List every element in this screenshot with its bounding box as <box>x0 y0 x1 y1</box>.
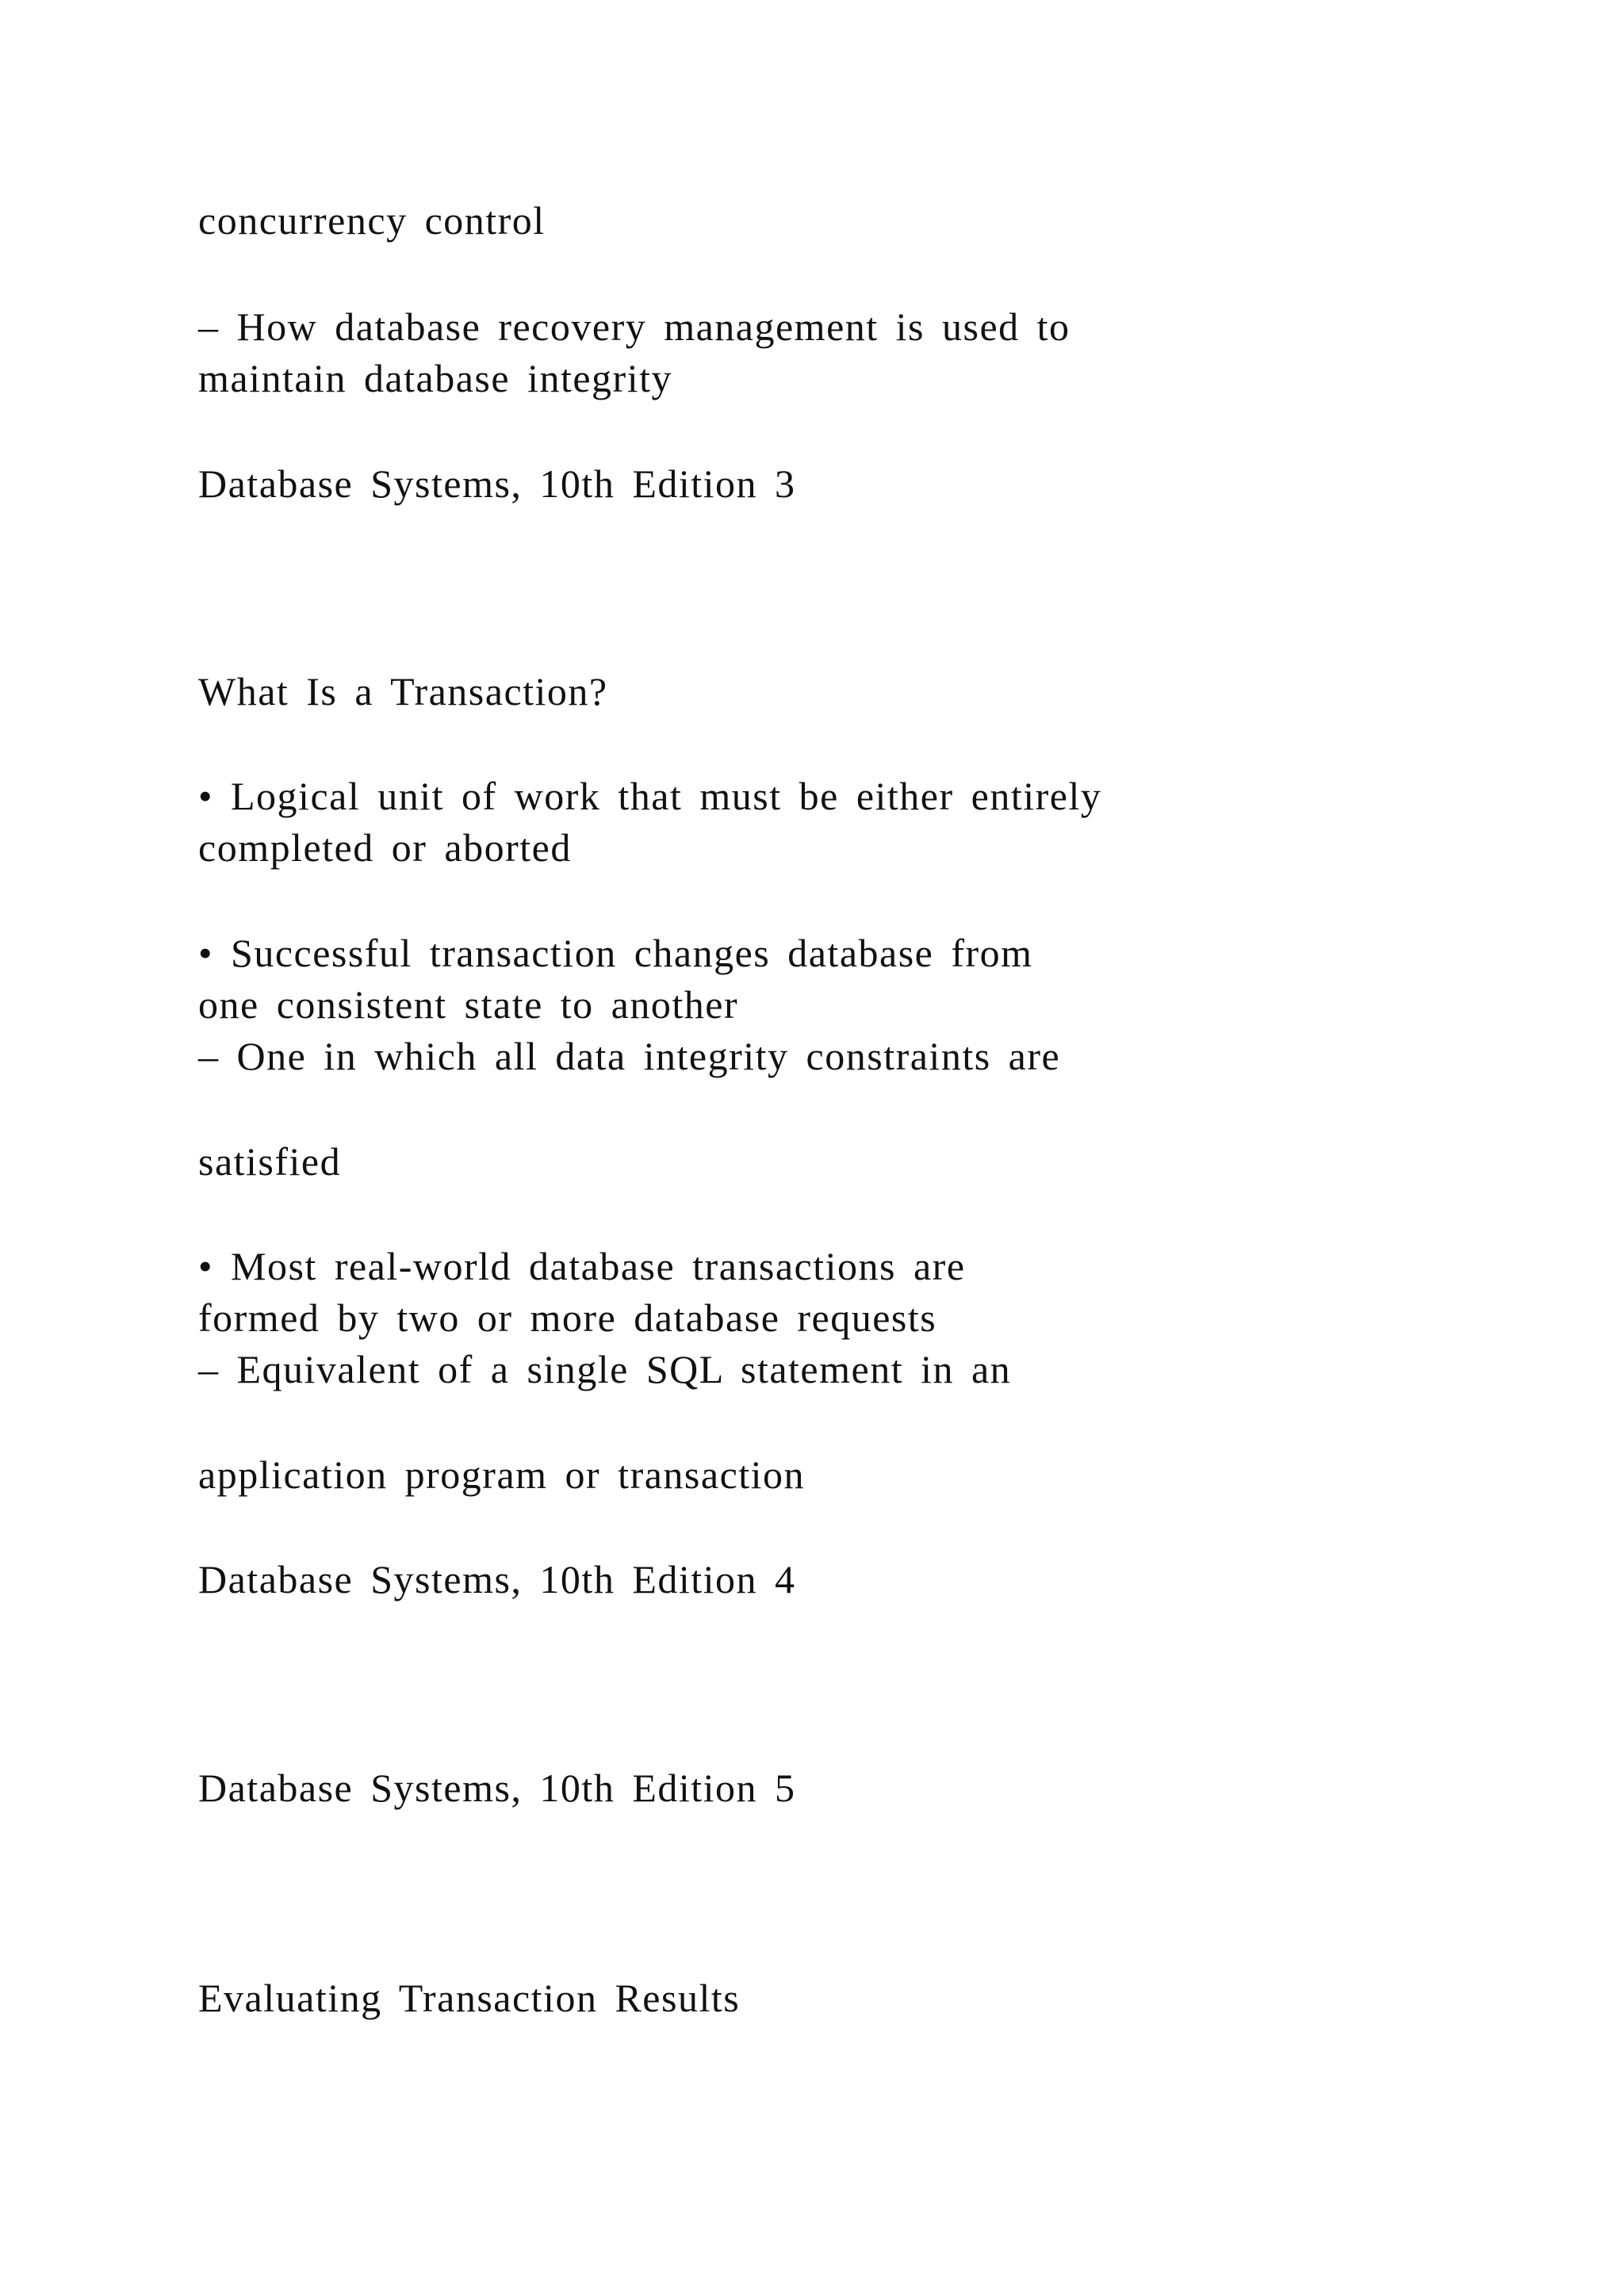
bullet-item: • Successful transaction changes database from <box>198 931 1033 975</box>
slide-footer: Database Systems, 10th Edition 5 <box>198 1766 796 1810</box>
text-line: formed by two or more database requests <box>198 1295 937 1340</box>
bullet-item: • Logical unit of work that must be either entirely <box>198 774 1102 818</box>
bullet-item: • Most real-world database transactions are <box>198 1244 966 1288</box>
section-heading: Evaluating Transaction Results <box>198 1976 741 2020</box>
text-line: maintain database integrity <box>198 356 672 400</box>
text-line: – How database recovery management is used to <box>198 304 1071 349</box>
text-line: satisfied <box>198 1139 342 1184</box>
text-line: one consistent state to another <box>198 982 739 1027</box>
slide-footer: Database Systems, 10th Edition 4 <box>198 1557 796 1601</box>
text-line: concurrency control <box>198 198 546 243</box>
section-heading: What Is a Transaction? <box>198 669 608 714</box>
text-line: completed or aborted <box>198 825 572 870</box>
text-line: application program or transaction <box>198 1452 806 1497</box>
sub-bullet-item: – Equivalent of a single SQL statement in an <box>198 1347 1012 1391</box>
slide-footer: Database Systems, 10th Edition 3 <box>198 461 796 506</box>
sub-bullet-item: – One in which all data integrity constraints are <box>198 1034 1061 1078</box>
